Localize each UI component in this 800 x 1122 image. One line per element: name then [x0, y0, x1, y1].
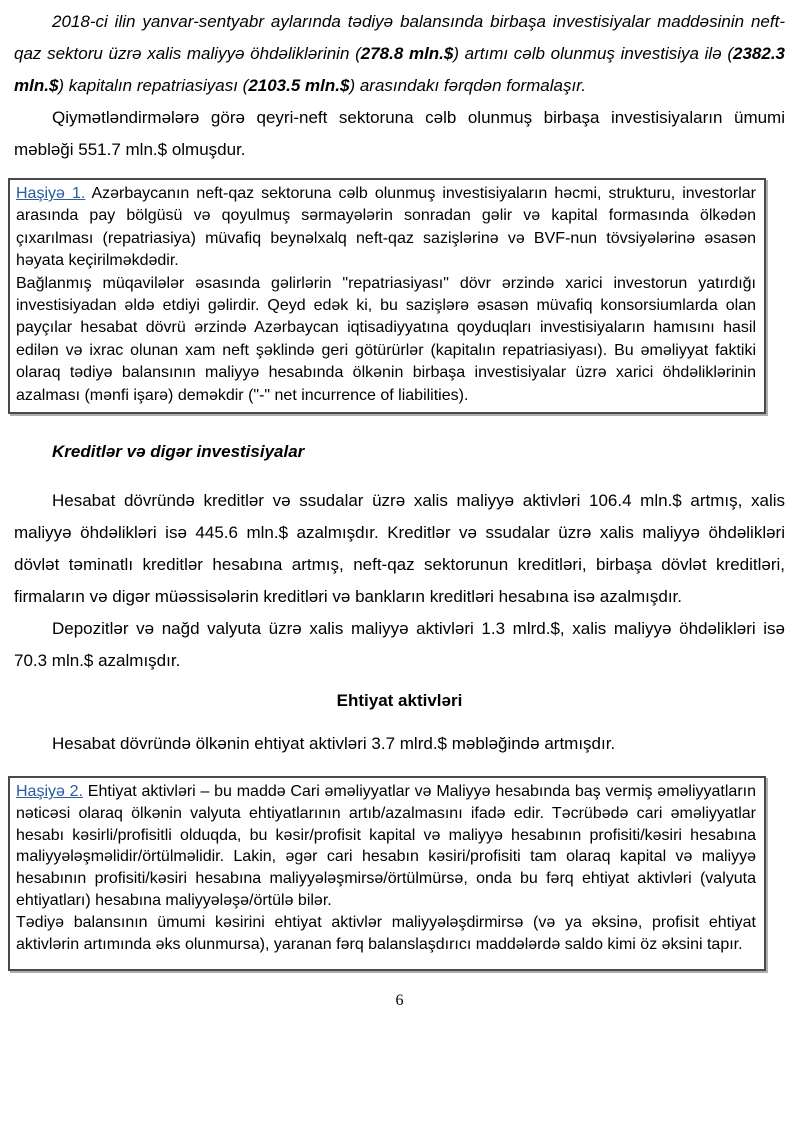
- credits-paragraph-1: Hesabat dövründə kreditlər və ssudalar üzrə xalis maliyyə aktivləri 106.4 mln.$ artmış, xalis maliyyə öhdəlikləri isə 445.6 mln.$ azalmışdır. Kreditlər və ssudalar üzrə xalis maliyyə öhdəlikləri dövlət təminatlı kreditlər hesabına artmış, neft-qaz sektorunun kreditləri, birbaşa dövlət kreditləri, firmaların və digər müəssisələrin kreditləri və bankların kreditləri hesabına isə azalmışdır.: [14, 491, 785, 607]
- intro-p1-run-4: ) kapitalın repatriasiyası (: [58, 76, 249, 95]
- note1-paragraph-1: [16, 183, 756, 273]
- note-box-1: [8, 178, 766, 414]
- credits-section-heading: Kreditlər və digər investisiyalar: [52, 442, 305, 462]
- note1-label: Haşiyə 1.: [16, 185, 86, 202]
- note2-paragraph-1: [16, 781, 756, 912]
- amount-net-liabilities-increase: 278.8 mln.$: [360, 44, 454, 63]
- page-number: 6: [395, 992, 404, 1010]
- note-box-2: [8, 776, 766, 971]
- intro-paragraph-2: Qiymətləndirmələrə görə qeyri-neft sektoruna cəlb olunmuş birbaşa investisiyaların ümumi məbləği 551.7 mln.$ olmuşdur.: [14, 108, 785, 159]
- intro-p1-run-6: ) arasındakı fərqdən formalaşır.: [349, 76, 586, 95]
- reserves-section-heading: Ehtiyat aktivləri: [336, 691, 463, 711]
- amount-capital-repatriation: 2103.5 mln.$: [248, 76, 350, 95]
- intro-paragraph-1: [14, 6, 785, 102]
- intro-p1-run-2: ) artımı cəlb olunmuş investisiya ilə (: [453, 44, 733, 63]
- reserves-paragraph-1: Hesabat dövründə ölkənin ehtiyat aktivləri 3.7 mlrd.$ məbləğində artmışdır.: [52, 734, 616, 754]
- credits-paragraph-2: Depozitlər və nağd valyuta üzrə xalis maliyyə aktivləri 1.3 mlrd.$, xalis maliyyə öhdəlikləri isə 70.3 mln.$ azalmışdır.: [14, 619, 785, 671]
- note2-paragraph-2: Tədiyə balansının ümumi kəsirini ehtiyat aktivlər maliyyələşdirmirsə (və ya əksinə, profisit ehtiyat aktivlərin artımında əks olunmursa), yaranan fərq balanslaşdırıcı maddələrdə saldo kimi öz əksini tapır.: [16, 913, 756, 953]
- amount-attracted-investment: 2382.3 mln.$: [14, 44, 785, 95]
- note1-p1-text: Azərbaycanın neft-qaz sektoruna cəlb olunmuş investisiyaların həcmi, strukturu, investorlar arasında pay bölgüsü və qoyulmuş sərmayələrin sonradan gəlir və kapital formasında ölkədən çıxarılması (repatriasiya) müvafiq beynəlxalq neft-qaz sazişlərinə və BVF-nun tövsiyələrinə əsasən həyata keçirilməkdədir.: [16, 185, 756, 270]
- intro-p1-run-0: 2018-ci ilin yanvar-sentyabr aylarında tədiyə balansında birbaşa investisiyalar maddəsinin neft-qaz sektoru üzrə xalis maliyyə öhdəliklərinin (: [14, 12, 785, 63]
- note1-paragraph-2: Bağlanmış müqavilələr əsasında gəlirlərin "repatriasiyası" dövr ərzində xarici investorun yatırdığı investisiyadan əldə etdiyi gəlirdir. Qeyd edək ki, bu sazişlərə əsasən müvafiq konsorsiumlarda olan payçılar hesabat dövrü ərzində Azərbaycan iqtisadiyyatına qoyduqları investisiyaların hamısını hasil edilən və ixrac olunan xam neft şəklində geri götürürlər (kapitalın repatriasiyası). Bu əməliyyat faktiki olaraq tədiyə balansının maliyyə hesabında ölkənin birbaşa investisiyalar üzrə xarici öhdəliklərinin azalması (mənfi işarə) deməkdir ("-" net incurrence of liabilities).: [16, 274, 756, 404]
- note2-p1-text: Ehtiyat aktivləri – bu maddə Cari əməliyyatlar və Maliyyə hesabında baş vermiş əməliyyatların nəticəsi olaraq ölkənin valyuta ehtiyatlarının artıb/azalmasını ifadə edir. Təcrübədə cari əməliyyatlar hesabı kəsirli/profisitli olduqda, bu kəsir/profisit kapital və maliyyə hesabının profisiti/kəsiri hesabına maliyyələşməlidir/örtülməlidir. Lakin, əgər cari hesabın kəsiri/profisiti tam olaraq kapital və maliyyə hesabının profisiti/kəsiri hesabına maliyyələşmirsə/örtülmürsə, onda bu fərq ehtiyat aktivləri (valyuta ehtiyatları) hesabına maliyyələşə/örtülə bilər.: [16, 783, 756, 910]
- note2-label: Haşiyə 2.: [16, 783, 84, 801]
